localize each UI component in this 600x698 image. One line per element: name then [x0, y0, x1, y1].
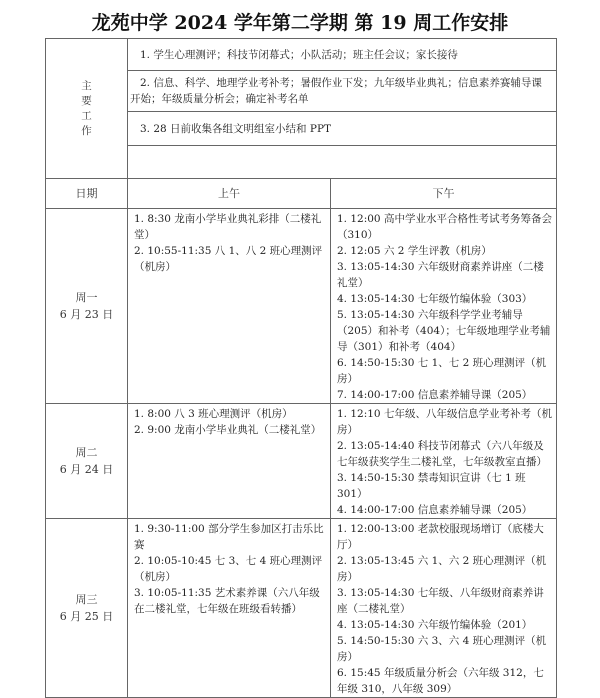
morning-cell — [128, 404, 331, 519]
main-work-text: 1. 学生心理测评；科技节闭幕式；小队活动；班主任会议；家长接待 — [140, 48, 458, 61]
schedule-item: 4. 13:05-14:30 七年级竹编体验（303） — [337, 293, 533, 305]
date: 6 月 24 日 — [59, 463, 114, 476]
schedule-item: 2. 12:05 六 2 学生评教（机房） — [337, 245, 492, 257]
schedule-item: 1. 8:00 八 3 班心理测评（机房） — [134, 408, 293, 420]
label-char: 工 — [81, 109, 92, 122]
schedule-item: 3. 10:05-11:35 艺术素养课（六八年级在二楼礼堂，七年级在班级看转播） — [134, 587, 320, 615]
schedule-item: 6. 14:50-15:30 七 1、七 2 班心理测评（机房） — [337, 357, 547, 385]
schedule-item: 2. 10:05-10:45 七 3、七 4 班心理测评（机房） — [134, 555, 323, 583]
schedule-item: 7. 14:00-17:00 信息素养辅导课（205） — [337, 389, 533, 401]
label-char: 作 — [81, 124, 92, 137]
day-cell — [46, 209, 128, 404]
page-title: 龙苑中学 2024 学年第二学期 第 19 周工作安排 — [91, 12, 509, 34]
morning-cell — [128, 209, 331, 404]
schedule-item: 6. 15:45 年级质量分析会（六年级 312，七年级 310，八年级 309） — [337, 667, 544, 695]
label-char: 主 — [81, 79, 92, 92]
schedule-item: 3. 13:05-14:30 六年级财商素养讲座（二楼礼堂） — [337, 261, 544, 289]
day-cell — [46, 519, 128, 698]
schedule-item: 1. 9:30-11:00 部分学生参加区打击乐比赛 — [134, 523, 324, 551]
main-work-item — [128, 146, 557, 179]
schedule-item: 5. 13:05-14:30 六年级科学学业考辅导（205）和补考（404）；七年级地理学业考辅导（301）和补考（404） — [337, 309, 551, 353]
main-work-label — [46, 39, 128, 179]
weekday: 周二 — [75, 446, 98, 459]
afternoon-cell — [331, 519, 557, 698]
main-work-item — [128, 39, 557, 71]
weekday: 周一 — [75, 291, 98, 304]
main-work-text: 2. 信息、科学、地理学业考补考；暑假作业下发；九年级毕业典礼；信息素养赛辅导课开始；年级质量分析会；确定补考名单 — [130, 77, 542, 105]
main-work-item — [128, 71, 557, 112]
main-work-item — [128, 112, 557, 146]
schedule-item: 4. 13:05-14:30 六年级竹编体验（201） — [337, 619, 533, 631]
label-char: 要 — [81, 94, 92, 107]
day-row — [46, 209, 557, 404]
date: 6 月 23 日 — [59, 308, 114, 321]
schedule-item: 1. 12:00-13:00 老款校服现场增订（底楼大厅） — [337, 523, 544, 551]
date: 6 月 25 日 — [59, 610, 114, 623]
afternoon-cell — [331, 209, 557, 404]
weekday: 周三 — [75, 593, 98, 606]
day-cell — [46, 404, 128, 519]
header-row — [46, 179, 557, 209]
schedule-item: 1. 12:10 七年级、八年级信息学业考补考（机房） — [337, 408, 552, 436]
schedule-item: 1. 8:30 龙南小学毕业典礼彩排（二楼礼堂） — [134, 213, 322, 241]
schedule-item: 3. 14:50-15:30 禁毒知识宣讲（七 1 班 301） — [337, 472, 526, 500]
morning-cell — [128, 519, 331, 698]
header-afternoon: 下午 — [331, 179, 557, 209]
header-morning: 上午 — [128, 179, 331, 209]
schedule-item: 5. 14:50-15:30 六 3、六 4 班心理测评（机房） — [337, 635, 547, 663]
day-row — [46, 404, 557, 519]
day-row — [46, 519, 557, 698]
afternoon-cell — [331, 404, 557, 519]
schedule-item: 2. 10:55-11:35 八 1、八 2 班心理测评（机房） — [134, 245, 323, 273]
schedule-item: 2. 13:05-13:45 六 1、六 2 班心理测评（机房） — [337, 555, 547, 583]
header-date: 日期 — [46, 179, 128, 209]
main-work-text: 3. 28 日前收集各组文明组室小结和 PPT — [140, 122, 332, 135]
main-work-row — [46, 39, 557, 71]
schedule-item: 2. 13:05-14:40 科技节闭幕式（六八年级及七年级获奖学生二楼礼堂，七年级教室直播） — [337, 440, 547, 468]
schedule-item: 4. 14:00-17:00 信息素养辅导课（205） — [337, 504, 533, 516]
schedule-table — [45, 38, 557, 698]
schedule-item: 2. 9:00 龙南小学毕业典礼（二楼礼堂） — [134, 424, 322, 436]
schedule-item: 1. 12:00 高中学业水平合格性考试考务筹备会（310） — [337, 213, 552, 241]
schedule-item: 3. 13:05-14:30 七年级、八年级财商素养讲座（二楼礼堂） — [337, 587, 544, 615]
